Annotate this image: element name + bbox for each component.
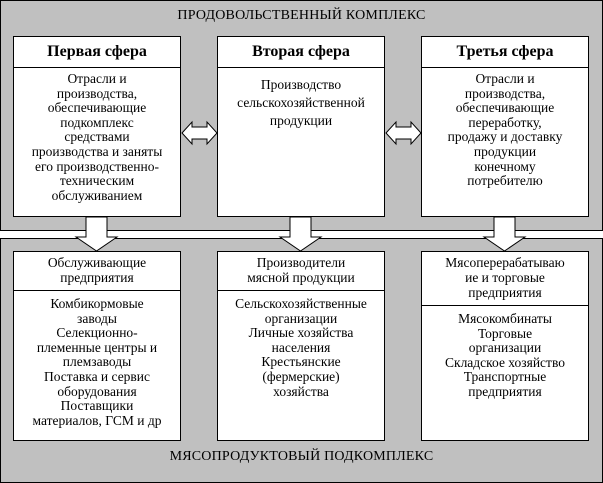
text-line: обеспечивающие [455, 100, 555, 116]
text-line: населения [271, 339, 331, 355]
text-line: производства, [464, 85, 546, 101]
text-line: организации [468, 340, 542, 356]
text-line: обслуживанием [51, 187, 143, 203]
text-line: продукции [473, 143, 537, 159]
text-line: Сельскохозяйственные [235, 296, 367, 311]
text-line: оборудования [57, 383, 137, 399]
text-line: материалов, ГСМ и др [32, 412, 162, 428]
text-line: организации [264, 310, 338, 326]
text-line: подкомплекс [60, 114, 134, 130]
text-line: конечному [474, 158, 536, 174]
text-line: продукции [269, 113, 333, 128]
text-line: предприятия [468, 383, 542, 399]
text-line: продажу и доставку [447, 129, 563, 145]
text-line: ие и торговые [465, 270, 545, 285]
text-line: обеспечивающие [47, 100, 147, 116]
text-line: техническим [59, 173, 135, 189]
food-complex-title: ПРОДОВОЛЬСТВЕННЫЙ КОМПЛЕКС [177, 8, 426, 23]
text-line: переработку, [468, 114, 542, 130]
text-line: Транспортные [463, 369, 547, 385]
meat-subcomplex-title: МЯСОПРОДУКТОВЫЙ ПОДКОМПЛЕКС [169, 449, 434, 464]
text-line: Мясоперерабатываю [445, 255, 565, 270]
text-line: предприятия [60, 270, 134, 285]
text-line: мясной продукции [247, 270, 355, 285]
text-line: его производственно- [35, 158, 159, 174]
second-sphere-title: Вторая сфера [218, 37, 384, 68]
text-line: Личные хозяйства [248, 325, 354, 341]
text-line: племенные центры и [36, 339, 158, 355]
text-line: Обслуживающие [47, 255, 147, 270]
text-line: хозяйства [273, 383, 329, 399]
down-arrow-3 [484, 217, 525, 251]
text-line: Производители [256, 255, 346, 270]
text-line: Поставка и сервис [43, 368, 151, 384]
text-line: Складское хозяйство [445, 354, 565, 370]
text-line: Отрасли и [67, 71, 127, 86]
text-line: Комбикормовые [50, 296, 144, 311]
text-line: племзаводы [62, 354, 132, 370]
text-line: потребителю [467, 173, 543, 189]
text-line: (фермерские) [262, 368, 340, 384]
text-line: Отрасли и [475, 71, 535, 86]
third-sphere-title: Третья сфера [422, 37, 588, 68]
text-line: заводы [77, 310, 117, 326]
text-line: Производство [260, 77, 342, 92]
text-line: Торговые [477, 325, 533, 341]
down-arrow-2 [280, 217, 321, 251]
down-arrow-1 [76, 217, 117, 251]
double-arrow-2-3 [386, 122, 421, 144]
text-line: сельскохозяйственной [237, 95, 365, 110]
text-line: Крестьянские [261, 354, 341, 370]
text-line: предприятия [468, 285, 542, 300]
text-line: Поставщики [60, 398, 134, 414]
double-arrow-1-2 [182, 122, 217, 144]
text-line: Селекционно- [56, 325, 138, 341]
text-line: производства, [56, 85, 138, 101]
text-line: Мясокомбинаты [458, 311, 552, 326]
text-line: средствами [64, 129, 130, 145]
first-sphere-title: Первая сфера [14, 37, 180, 68]
text-line: производства и заняты [31, 143, 163, 159]
